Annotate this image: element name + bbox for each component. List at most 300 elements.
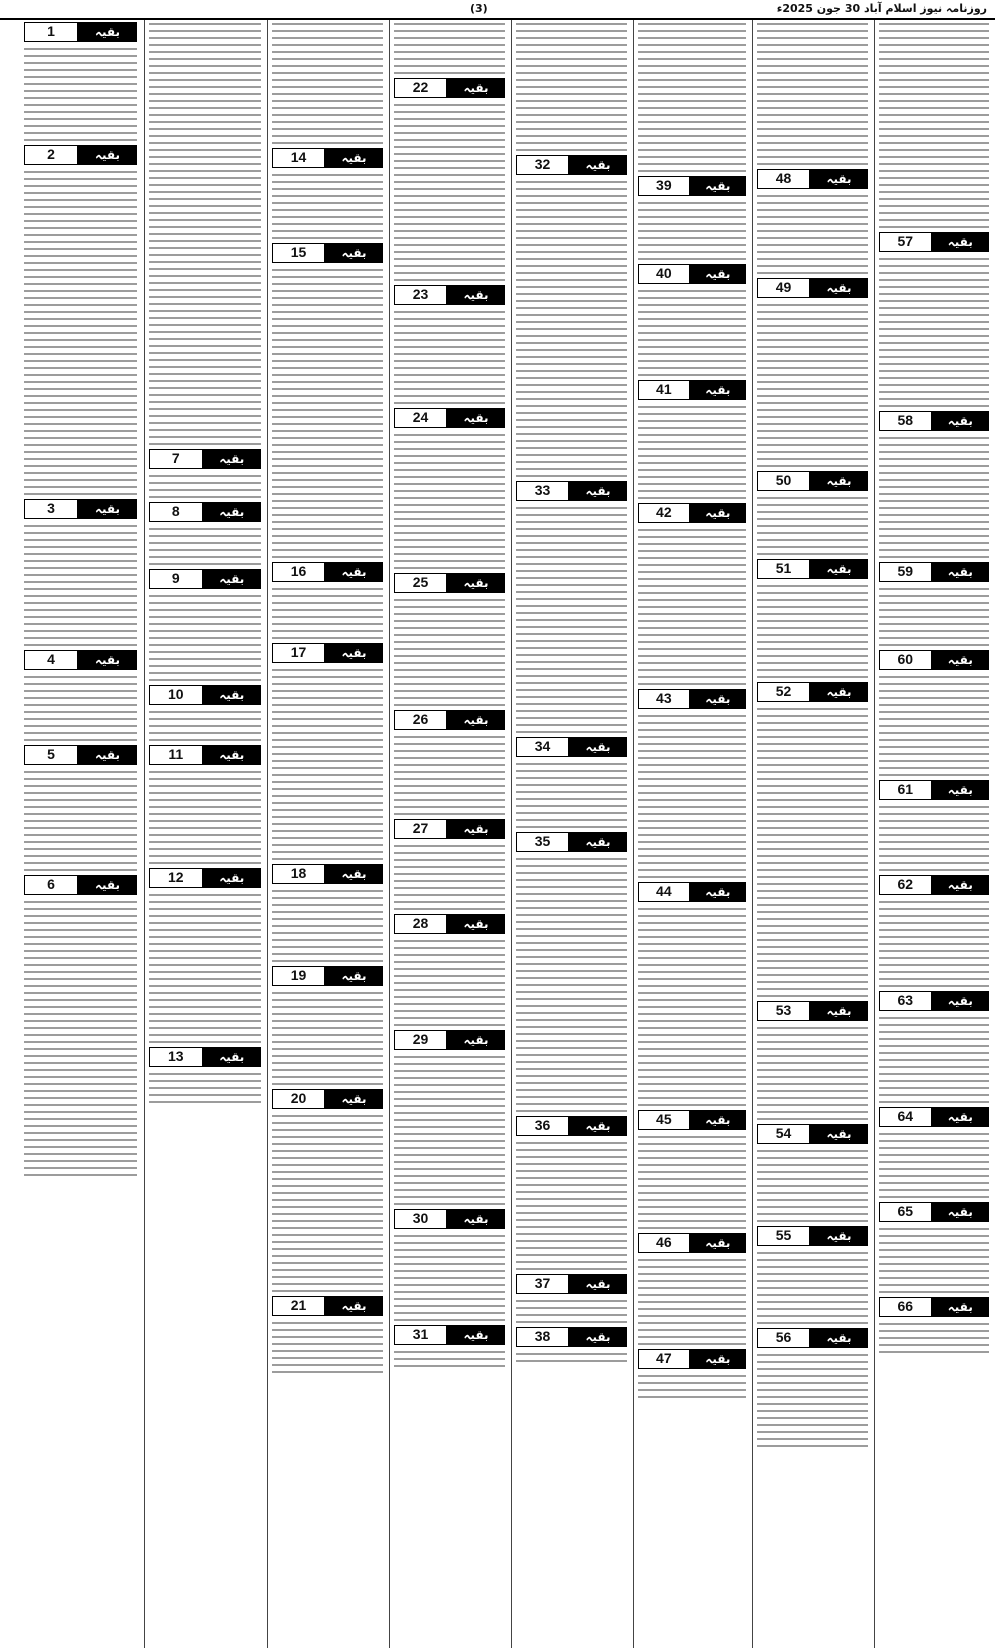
continuation-header	[272, 864, 383, 884]
continuation-number: 56	[757, 1328, 810, 1348]
continuation-tag: بقیہ	[690, 176, 746, 196]
continuation-tag: بقیہ	[932, 411, 989, 431]
continued-article	[634, 20, 750, 174]
continued-article	[20, 145, 141, 497]
article-body-text	[272, 20, 383, 146]
article-body-text	[24, 768, 137, 873]
continuation-header	[272, 243, 383, 263]
article-body-text	[879, 673, 989, 778]
continuation-header	[879, 875, 989, 895]
continued-article	[268, 243, 387, 560]
continuation-header	[24, 145, 137, 165]
continued-article	[268, 148, 387, 241]
continuation-number: 55	[757, 1226, 810, 1246]
article-body-text	[149, 525, 261, 567]
continuation-tag: بقیہ	[569, 481, 627, 501]
continuation-number: 17	[272, 643, 325, 663]
article-body-text	[757, 1351, 868, 1449]
continuation-number: 66	[879, 1297, 932, 1317]
continuation-header	[757, 559, 868, 579]
continuation-tag: بقیہ	[325, 148, 383, 168]
article-body-text	[149, 592, 261, 683]
continued-article	[634, 1233, 750, 1347]
continuation-number: 47	[638, 1349, 690, 1369]
column-5	[389, 20, 509, 1648]
continued-article	[512, 832, 631, 1114]
article-body-text	[516, 760, 627, 830]
article-body-text	[638, 905, 746, 1108]
continued-article	[512, 1274, 631, 1325]
continuation-tag: بقیہ	[810, 471, 868, 491]
continuation-number: 53	[757, 1001, 810, 1021]
continuation-tag: بقیہ	[203, 502, 261, 522]
article-body-text	[757, 582, 868, 680]
continuation-tag: بقیہ	[203, 745, 261, 765]
column-4	[511, 20, 631, 1648]
column-1	[874, 20, 993, 1648]
continuation-header	[149, 502, 261, 522]
continued-article	[20, 22, 141, 143]
continued-article	[20, 499, 141, 648]
continuation-tag: بقیہ	[690, 380, 746, 400]
continuation-header	[757, 1124, 868, 1144]
article-body-text	[272, 266, 383, 560]
continuation-tag: بقیہ	[447, 1030, 505, 1050]
continued-article	[268, 966, 387, 1087]
continuation-header	[757, 1001, 868, 1021]
continuation-tag: بقیہ	[78, 22, 137, 42]
continuation-tag: بقیہ	[325, 243, 383, 263]
continuation-tag: بقیہ	[325, 643, 383, 663]
continuation-number: 43	[638, 689, 690, 709]
continuation-header	[149, 569, 261, 589]
continuation-header	[24, 650, 137, 670]
continuation-tag: بقیہ	[690, 1349, 746, 1369]
continuation-tag: بقیہ	[569, 737, 627, 757]
continuation-tag: بقیہ	[325, 1296, 383, 1316]
continued-article	[145, 868, 265, 1045]
continuation-header	[638, 264, 746, 284]
column-7	[144, 20, 265, 1648]
continued-article	[390, 20, 509, 76]
continued-article	[753, 471, 872, 557]
continuation-header	[149, 449, 261, 469]
article-body-text	[149, 768, 261, 866]
article-body-text	[516, 1139, 627, 1272]
continuation-header	[149, 745, 261, 765]
continued-article	[634, 689, 750, 880]
continuation-tag: بقیہ	[932, 1107, 989, 1127]
article-body-text	[638, 287, 746, 378]
continuation-header	[516, 737, 627, 757]
continuation-number: 46	[638, 1233, 690, 1253]
article-body-text	[272, 1112, 383, 1294]
continuation-tag: بقیہ	[569, 1274, 627, 1294]
continued-article	[634, 380, 750, 501]
continuation-number: 26	[394, 710, 447, 730]
continuation-tag: بقیہ	[325, 562, 383, 582]
article-body-text	[638, 1372, 746, 1400]
continuation-number: 25	[394, 573, 447, 593]
continued-article	[268, 1089, 387, 1294]
article-body-text	[394, 1053, 505, 1207]
article-body-text	[757, 1024, 868, 1122]
continuation-header	[272, 1296, 383, 1316]
article-body-text	[394, 842, 505, 912]
continuation-number: 32	[516, 155, 569, 175]
continuation-tag: بقیہ	[690, 264, 746, 284]
article-body-text	[24, 45, 137, 143]
continuation-header	[757, 471, 868, 491]
article-body-text	[24, 522, 137, 648]
continued-article	[634, 503, 750, 687]
continuation-header	[272, 643, 383, 663]
continuation-number: 1	[24, 22, 78, 42]
article-body-text	[24, 673, 137, 743]
continuation-tag: بقیہ	[690, 503, 746, 523]
continued-article	[634, 264, 750, 378]
article-body-text	[879, 898, 989, 989]
article-body-text	[394, 733, 505, 817]
continuation-tag: بقیہ	[447, 408, 505, 428]
article-body-text	[149, 472, 261, 500]
continuation-tag: بقیہ	[78, 650, 137, 670]
article-body-text	[879, 434, 989, 560]
continuation-header	[24, 22, 137, 42]
continuation-tag: بقیہ	[78, 745, 137, 765]
continuation-header	[638, 1233, 746, 1253]
masthead-date: روزنامہ نیوز اسلام آباد 30 جون 2025ء	[776, 2, 987, 15]
article-body-text	[879, 585, 989, 648]
continuation-header	[516, 155, 627, 175]
continuation-number: 5	[24, 745, 78, 765]
continuation-tag: بقیہ	[447, 78, 505, 98]
continued-article	[875, 20, 993, 230]
continuation-number: 3	[24, 499, 78, 519]
article-body-text	[516, 1350, 627, 1364]
article-body-text	[638, 1256, 746, 1347]
continuation-number: 50	[757, 471, 810, 491]
article-body-text	[394, 431, 505, 571]
article-body-text	[394, 20, 505, 76]
continuation-tag: بقیہ	[325, 966, 383, 986]
continuation-number: 38	[516, 1327, 569, 1347]
article-body-text	[879, 20, 989, 230]
continued-article	[20, 650, 141, 743]
article-body-text	[757, 20, 868, 167]
continuation-header	[516, 1274, 627, 1294]
continuation-header	[638, 503, 746, 523]
continued-article	[390, 1325, 509, 1369]
continuation-header	[24, 499, 137, 519]
continuation-number: 11	[149, 745, 203, 765]
page-number: (3)	[470, 2, 488, 15]
continuation-number: 20	[272, 1089, 325, 1109]
continuation-number: 6	[24, 875, 78, 895]
continuation-tag: بقیہ	[447, 1325, 505, 1345]
continuation-number: 62	[879, 875, 932, 895]
continued-article	[875, 562, 993, 648]
article-body-text	[149, 1070, 261, 1105]
article-body-text	[272, 989, 383, 1087]
continuation-number: 4	[24, 650, 78, 670]
continuation-header	[757, 682, 868, 702]
continuation-tag: بقیہ	[203, 569, 261, 589]
continued-article	[753, 682, 872, 999]
continuation-number: 12	[149, 868, 203, 888]
continuation-number: 22	[394, 78, 447, 98]
article-body-text	[149, 708, 261, 743]
continuation-header	[272, 562, 383, 582]
continued-article	[875, 875, 993, 989]
continuation-header	[394, 408, 505, 428]
continuation-header	[879, 650, 989, 670]
continuation-number: 15	[272, 243, 325, 263]
continuation-number: 8	[149, 502, 203, 522]
continued-article	[512, 737, 631, 830]
article-body-text	[638, 20, 746, 174]
continuation-number: 14	[272, 148, 325, 168]
continuation-number: 36	[516, 1116, 569, 1136]
continuation-tag: بقیہ	[932, 875, 989, 895]
continuation-header	[394, 710, 505, 730]
article-body-text	[394, 101, 505, 283]
continuation-header	[879, 1107, 989, 1127]
continuation-number: 65	[879, 1202, 932, 1222]
continuation-tag: بقیہ	[447, 573, 505, 593]
continued-article	[145, 20, 265, 447]
article-body-text	[879, 1225, 989, 1295]
continuation-number: 16	[272, 562, 325, 582]
article-body-text	[879, 1320, 989, 1355]
continuation-number: 7	[149, 449, 203, 469]
article-body-text	[638, 403, 746, 501]
continuation-tag: بقیہ	[690, 1233, 746, 1253]
continuation-number: 33	[516, 481, 569, 501]
continuation-number: 29	[394, 1030, 447, 1050]
article-body-text	[394, 1348, 505, 1369]
continued-article	[875, 991, 993, 1105]
continued-article	[753, 1124, 872, 1224]
continuation-header	[24, 875, 137, 895]
continuation-number: 64	[879, 1107, 932, 1127]
continuation-header	[638, 882, 746, 902]
continuation-tag: بقیہ	[810, 169, 868, 189]
continuation-tag: بقیہ	[810, 682, 868, 702]
article-body-text	[879, 1130, 989, 1200]
article-body-text	[24, 168, 137, 497]
continuation-header	[516, 1327, 627, 1347]
article-body-text	[394, 308, 505, 406]
column-8	[20, 20, 141, 1648]
continuation-number: 44	[638, 882, 690, 902]
continuation-number: 28	[394, 914, 447, 934]
continuation-tag: بقیہ	[78, 875, 137, 895]
continuation-header	[272, 148, 383, 168]
continuation-tag: بقیہ	[447, 285, 505, 305]
article-body-text	[757, 1147, 868, 1224]
continuation-header	[394, 285, 505, 305]
continuation-header	[24, 745, 137, 765]
continued-article	[390, 819, 509, 912]
continued-article	[390, 78, 509, 283]
continued-article	[268, 643, 387, 862]
article-body-text	[272, 887, 383, 964]
continuation-number: 21	[272, 1296, 325, 1316]
continuation-number: 58	[879, 411, 932, 431]
column-6	[267, 20, 387, 1648]
continued-article	[875, 1202, 993, 1295]
continuation-tag: بقیہ	[932, 1297, 989, 1317]
continuation-tag: بقیہ	[810, 1328, 868, 1348]
continuation-tag: بقیہ	[78, 145, 137, 165]
continuation-tag: بقیہ	[447, 710, 505, 730]
continuation-header	[879, 411, 989, 431]
article-body-text	[757, 494, 868, 557]
continuation-header	[272, 1089, 383, 1109]
continuation-header	[272, 966, 383, 986]
continued-article	[634, 176, 750, 262]
article-body-text	[272, 171, 383, 241]
continuation-header	[757, 1328, 868, 1348]
article-body-text	[516, 504, 627, 735]
article-body-text	[272, 1319, 383, 1375]
continuation-tag: بقیہ	[203, 449, 261, 469]
continuation-tag: بقیہ	[325, 864, 383, 884]
continuation-number: 41	[638, 380, 690, 400]
continued-article	[753, 1328, 872, 1449]
continued-article	[20, 875, 141, 1178]
continued-article	[390, 285, 509, 406]
continuation-tag: بقیہ	[932, 232, 989, 252]
article-body-text	[394, 1232, 505, 1323]
continuation-tag: بقیہ	[78, 499, 137, 519]
continuation-number: 35	[516, 832, 569, 852]
continuation-tag: بقیہ	[690, 1110, 746, 1130]
continuation-number: 51	[757, 559, 810, 579]
continuation-tag: بقیہ	[203, 685, 261, 705]
continued-article	[145, 745, 265, 866]
continuation-header	[149, 685, 261, 705]
continued-article	[875, 650, 993, 778]
column-2	[752, 20, 872, 1648]
continued-article	[390, 408, 509, 571]
continuation-number: 63	[879, 991, 932, 1011]
continued-article	[145, 569, 265, 683]
continuation-number: 45	[638, 1110, 690, 1130]
continued-article	[268, 864, 387, 964]
continued-article	[268, 1296, 387, 1375]
continued-article	[268, 20, 387, 146]
article-body-text	[394, 937, 505, 1028]
continued-article	[145, 449, 265, 500]
continued-article	[512, 20, 631, 153]
continuation-number: 57	[879, 232, 932, 252]
article-body-text	[757, 1249, 868, 1326]
continued-article	[390, 1209, 509, 1323]
continuation-tag: بقیہ	[690, 689, 746, 709]
continuation-number: 37	[516, 1274, 569, 1294]
continuation-header	[394, 1209, 505, 1229]
continuation-header	[879, 232, 989, 252]
article-body-text	[24, 898, 137, 1178]
continuation-header	[879, 562, 989, 582]
continuation-header	[879, 1297, 989, 1317]
continued-article	[145, 685, 265, 743]
continuation-tag: بقیہ	[932, 780, 989, 800]
article-body-text	[516, 20, 627, 153]
continuation-header	[394, 914, 505, 934]
continuation-tag: بقیہ	[690, 882, 746, 902]
article-body-text	[638, 199, 746, 262]
article-body-text	[638, 1133, 746, 1231]
continuation-header	[638, 1110, 746, 1130]
masthead	[0, 0, 995, 20]
continuation-number: 40	[638, 264, 690, 284]
continuation-header	[394, 573, 505, 593]
article-body-text	[149, 20, 261, 447]
continuation-tag: بقیہ	[932, 650, 989, 670]
continuation-tag: بقیہ	[569, 832, 627, 852]
continued-article	[634, 882, 750, 1108]
article-body-text	[638, 526, 746, 687]
continued-article	[512, 155, 631, 479]
continuation-number: 34	[516, 737, 569, 757]
continuation-number: 30	[394, 1209, 447, 1229]
continuation-number: 2	[24, 145, 78, 165]
continued-article	[390, 710, 509, 817]
continuation-header	[149, 868, 261, 888]
continuation-tag: بقیہ	[569, 1116, 627, 1136]
continued-article	[390, 573, 509, 708]
continued-article	[512, 1327, 631, 1364]
continuation-number: 54	[757, 1124, 810, 1144]
article-body-text	[757, 192, 868, 276]
continuation-tag: بقیہ	[447, 819, 505, 839]
continuation-number: 10	[149, 685, 203, 705]
continuation-tag: بقیہ	[810, 1001, 868, 1021]
continued-article	[145, 502, 265, 567]
continuation-number: 18	[272, 864, 325, 884]
article-body-text	[149, 891, 261, 1045]
continued-article	[753, 559, 872, 680]
continued-article	[145, 1047, 265, 1105]
continuation-header	[149, 1047, 261, 1067]
continuation-number: 23	[394, 285, 447, 305]
continuation-number: 61	[879, 780, 932, 800]
article-body-text	[272, 666, 383, 862]
continued-article	[753, 20, 872, 167]
continuation-header	[638, 1349, 746, 1369]
continuation-tag: بقیہ	[325, 1089, 383, 1109]
continued-article	[512, 1116, 631, 1272]
continuation-number: 52	[757, 682, 810, 702]
article-body-text	[516, 1297, 627, 1325]
continuation-number: 13	[149, 1047, 203, 1067]
column-3	[633, 20, 750, 1648]
article-body-text	[394, 596, 505, 708]
continued-article	[875, 232, 993, 409]
article-body-text	[516, 855, 627, 1114]
continuation-header	[879, 991, 989, 1011]
continuation-header	[394, 1325, 505, 1345]
article-body-text	[879, 1014, 989, 1105]
continuation-number: 59	[879, 562, 932, 582]
continuation-header	[879, 1202, 989, 1222]
continuation-header	[638, 176, 746, 196]
continuation-header	[757, 1226, 868, 1246]
article-body-text	[879, 803, 989, 873]
